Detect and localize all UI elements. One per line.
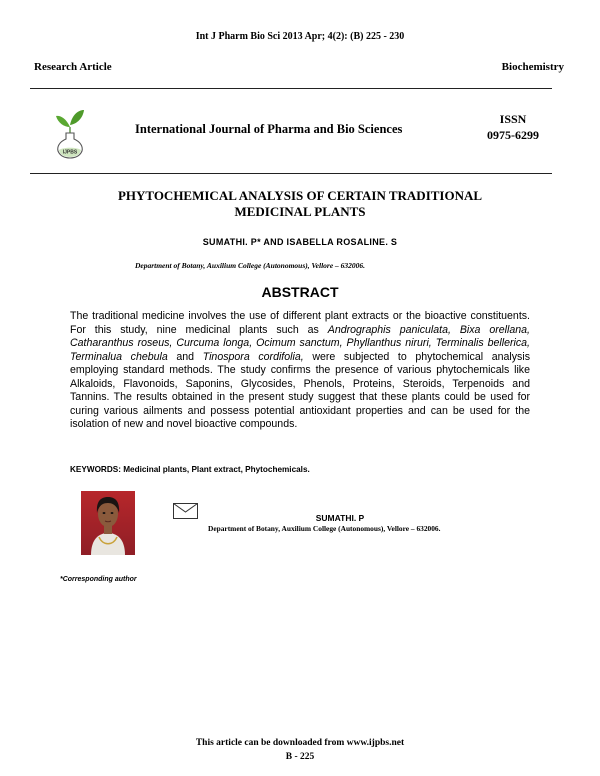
abstract-text-2: and <box>167 350 203 363</box>
title-line-2: MEDICINAL PLANTS <box>234 204 366 219</box>
title-line-1: PHYTOCHEMICAL ANALYSIS OF CERTAIN TRADITIONAL <box>117 188 483 203</box>
corresponding-author-name: SUMATHI. P <box>315 513 365 523</box>
abstract-species-last: Tinospora cordifolia, <box>202 350 304 363</box>
abstract-heading: ABSTRACT <box>261 284 339 300</box>
section-label: Biochemistry <box>501 61 564 73</box>
header-divider-top <box>30 88 552 89</box>
corresponding-author-affiliation: Department of Botany, Auxilium College (Autonomous), Vellore – 632006. <box>208 524 441 533</box>
portrait-image <box>81 491 135 555</box>
corresponding-author-label: *Corresponding author <box>60 576 137 583</box>
abstract-text-3: were subjected to phytochemical analysis employing standard methods. The study confirms the presence of various phytochemicals like Alkaloids, Flavonoids, Saponins, Glycosides, Phenols, Proteins, Steroids, Terpenoids and Tannins. The results obtained in the present study suggest that these plants could be used for curing various ailments and possess potential antioxidant properties and can be used for the isolation of new and novel bioactive compounds. <box>70 350 530 430</box>
author-list: SUMATHI. P* AND ISABELLA ROSALINE. S <box>202 237 398 247</box>
issn-label: ISSN <box>499 112 527 126</box>
issn-block <box>478 111 548 143</box>
abstract-body <box>70 310 530 432</box>
download-notice: This article can be downloaded from www.ijpbs.net <box>195 738 405 748</box>
article-type: Research Article <box>34 61 112 73</box>
keywords-value: : Medicinal plants, Plant extract, Phytochemicals. <box>118 465 310 474</box>
article-title <box>60 188 540 220</box>
journal-logo <box>53 103 87 159</box>
keywords-line <box>70 465 310 474</box>
author-affiliation: Department of Botany, Auxilium College (Autonomous), Vellore – 632006. <box>134 261 366 270</box>
keywords-label: KEYWORDS <box>70 465 119 474</box>
abstract-text-1: The traditional medicine involves the use of different plant extracts or the bioactive constituents. For this study, nine medicinal plants such as <box>70 310 530 336</box>
author-photo <box>81 491 135 555</box>
journal-name: International Journal of Pharma and Bio Sciences <box>135 122 403 136</box>
abstract-species-list: Andrographis paniculata, Bixa orellana, Catharanthus roseus, Curcuma longa, Ocimum sanctum, Phyllanthus niruri, Terminalis bellerica, Terminalua chebula <box>70 323 530 363</box>
svg-text:IJPBS: IJPBS <box>62 149 78 156</box>
citation-line: Int J Pharm Bio Sci 2013 Apr; 4(2): (B) 225 - 230 <box>195 31 405 42</box>
issn-number: 0975-6299 <box>487 128 539 142</box>
header-divider-bottom <box>30 173 552 174</box>
page-number: B - 225 <box>285 752 315 762</box>
flask-leaf-icon <box>53 103 87 159</box>
